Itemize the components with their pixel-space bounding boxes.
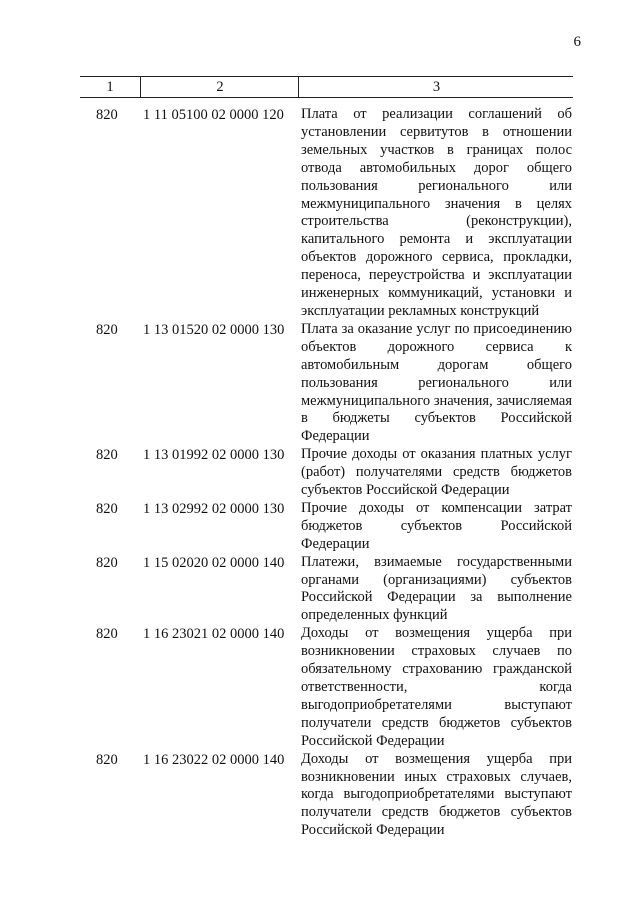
revenue-name: Плата от реализации соглашений об установлении сервитутов в отношении земельных участков в границах полос отвода автомобильных дорог общего пользования регионального или межмуниципального значения в целях строительства (реконструкции), капитального ремонта и эксплуатации объектов дорожного сервиса, прокладки, переноса, переустройства и эксплуатации инженерных коммуникаций, установки и эксплуатации рекламных конструкций — [301, 106, 572, 319]
revenue-name: Доходы от возмещения ущерба при возникновении страховых случаев по обязательному страхованию гражданской ответственности, когда выгодоприобретателями выступают получатели средств бюджетов субъектов Российской Федерации — [301, 625, 572, 749]
header-col-1: 1 — [106, 79, 114, 95]
revenue-name: Прочие доходы от компенсации затрат бюджетов субъектов Российской Федерации — [301, 499, 572, 552]
revenue-code: 1 13 01520 02 0000 130 — [143, 321, 285, 338]
admin-code: 820 — [96, 447, 118, 464]
page-number: 6 — [573, 34, 581, 50]
revenue-name: Прочие доходы от оказания платных услуг (работ) получателями средств бюджетов субъектов Российской Федерации — [301, 446, 572, 499]
admin-code: 820 — [96, 107, 118, 123]
revenue-code: 1 16 23021 02 0000 140 — [143, 626, 285, 643]
admin-code: 820 — [96, 500, 118, 517]
revenue-name: Плата за оказание услуг по присоединению объектов дорожного сервиса к автомобильным дорогам общего пользования регионального или межмуниципального значения, зачисляемая в бюджеты субъектов Российской Федерации — [301, 320, 572, 445]
revenue-code: 1 13 02992 02 0000 130 — [143, 500, 285, 517]
header-col-3: 3 — [298, 77, 574, 97]
header-col-2: 2 — [140, 77, 299, 97]
revenue-code: 1 11 05100 02 0000 120 — [143, 107, 284, 123]
admin-code: 820 — [96, 321, 118, 338]
table-row — [80, 321, 573, 446]
revenue-name: Доходы от возмещения ущерба при возникновении иных страховых случаев, когда выгодоприобретателями выступают получатели средств бюджетов субъектов Российской Федерации — [301, 750, 572, 839]
table-row — [80, 446, 573, 500]
table-row — [80, 106, 573, 321]
table-row — [80, 554, 573, 626]
table-row — [80, 751, 573, 841]
revenue-name: Платежи, взимаемые государственными органами (организациями) субъектов Российской Федерации за выполнение определенных функций — [301, 553, 572, 624]
table-body — [80, 106, 573, 840]
revenue-code: 1 16 23022 02 0000 140 — [143, 751, 285, 768]
revenue-code: 1 13 01992 02 0000 130 — [143, 447, 285, 464]
table-row — [80, 500, 573, 554]
revenue-code: 1 15 02020 02 0000 140 — [143, 554, 285, 571]
admin-code: 820 — [96, 554, 118, 571]
table-row — [80, 625, 573, 750]
admin-code: 820 — [96, 626, 118, 643]
admin-code: 820 — [96, 751, 118, 768]
table-header — [80, 76, 573, 98]
